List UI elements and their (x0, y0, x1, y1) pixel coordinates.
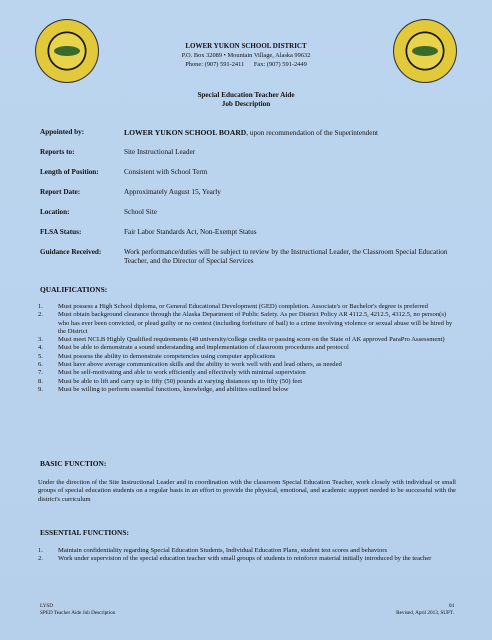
list-item (38, 353, 458, 361)
document-title (0, 91, 492, 109)
district-contact (0, 60, 492, 69)
item-text: Must have above average communication skills and the ability to work well with and lead others, as needed (58, 361, 342, 369)
info-value: Consistent with School Term (124, 168, 208, 176)
item-text: Must be able to demonstrate a sound understanding and implementation of classroom procedures and protocol (58, 344, 349, 352)
list-item (38, 303, 458, 311)
appointing-body: LOWER YUKON SCHOOL BOARD (124, 128, 247, 137)
info-label: Length of Position: (40, 168, 99, 176)
item-text: Maintain confidentiality regarding Special Education Students, Individual Education Plans, student test scores and behaviors (58, 547, 388, 554)
item-number: 1. (38, 547, 43, 554)
info-row (40, 248, 460, 268)
item-number: 8. (38, 377, 43, 385)
item-number: 9. (38, 385, 43, 393)
item-text: Must be self-motivating and able to work efficiently and effectively with minimal supervision (58, 369, 306, 377)
letterhead (0, 42, 492, 69)
basic-function-text: Under the direction of the Site Instructional Leader and in coordination with the classroom Special Education Teacher, work closely with individual or small groups of special education students on a regular basis in an effort to provide the physical, emotional, and academic support needed to be successful with the district's curriculum (38, 479, 456, 503)
info-label: Guidance Received: (40, 248, 102, 256)
info-row (40, 208, 460, 228)
info-row (40, 148, 460, 168)
info-row (40, 128, 460, 148)
list-item (38, 378, 458, 386)
info-value: School Site (124, 208, 157, 216)
info-value: Site Instructional Leader (124, 148, 196, 156)
item-number: 3. (38, 336, 43, 344)
title-line-1: Special Education Teacher Aide (197, 91, 295, 99)
item-text: Must meet NCLB Highly Qualified requirements (48 university/college credits or passing score on the State of AK approved ParaPro Assessment) (58, 336, 445, 344)
footer-right (372, 603, 454, 616)
phone: Phone: (907) 591-2411 (185, 61, 245, 68)
footer-revision: Revised, April 2013, SUPT. (396, 609, 454, 616)
info-row (40, 168, 460, 188)
info-row (40, 228, 460, 248)
list-item (38, 311, 458, 336)
item-number: 5. (38, 352, 43, 360)
essential-functions-heading: ESSENTIAL FUNCTIONS: (40, 528, 129, 537)
item-text: Must possess a High School diploma, or General Educational Development (GED) completion. Associate's or Bachelor's degree is preferred (58, 303, 428, 310)
item-number: 1. (38, 303, 43, 310)
item-number: 4. (38, 344, 43, 352)
item-number: 2. (38, 555, 43, 563)
footer-doc-title: SPED Teacher Aide Job Description (40, 609, 116, 616)
list-item (38, 369, 458, 377)
info-label: FLSA Status: (40, 228, 82, 236)
essential-functions-list (38, 547, 458, 564)
district-name: LOWER YUKON SCHOOL DISTRICT (185, 42, 307, 50)
district-address: P.O. Box 32089 • Mountain Village, Alaska 99632 (181, 52, 311, 59)
info-value-text: , upon recommendation of the Superintendent (246, 129, 379, 137)
qualifications-heading: QUALIFICATIONS: (40, 285, 108, 294)
list-item (38, 336, 458, 344)
info-value: Approximately August 15, Yearly (124, 188, 221, 196)
footer-left (40, 603, 115, 616)
item-text: Must obtain background clearance through the Alaska Department of Public Safety. As per District Policy AR 4112.5, 4212.5, 4312.5, no person(s) who has ever been convicted, or plead guilty or no contest (including forfeiture of bail) to a crime involving violence or sexual abuse will be hired by the District (58, 311, 453, 335)
list-item (38, 344, 458, 352)
info-label: Report Date: (40, 188, 81, 196)
footer-org: LYSD (40, 603, 54, 609)
item-text: Must be willing to perform essential functions, knowledge, and abilities outlined below (58, 385, 289, 393)
info-label: Location: (40, 208, 70, 216)
info-label: Reports to: (40, 148, 75, 156)
info-value (124, 128, 469, 138)
list-item (38, 386, 458, 394)
info-label: Appointed by: (40, 128, 85, 136)
list-item (38, 361, 458, 369)
title-line-2: Job Description (221, 100, 271, 108)
item-number: 7. (38, 369, 43, 377)
position-info (40, 128, 460, 268)
item-number: 6. (38, 361, 43, 369)
info-value: Fair Labor Standards Act, Non-Exempt Status (124, 228, 257, 236)
footer-page-number: 04 (448, 603, 454, 609)
list-item (38, 555, 458, 563)
item-text: Must possess the ability to demonstrate competencies using computer applications (58, 352, 276, 360)
info-value: Work performance/duties will be subject to review by the Instructional Leader, the Classroom Special Education Teacher, and the Director of Special Services (124, 248, 448, 265)
fax: Fax: (907) 591-2449 (253, 61, 307, 68)
list-item (38, 547, 458, 555)
item-text: Must be able to lift and carry up to fifty (50) pounds at varying distances up to fifty (50) feet (58, 377, 303, 385)
qualifications-list (38, 303, 458, 394)
info-row (40, 188, 460, 208)
basic-function-heading: BASIC FUNCTION: (40, 459, 107, 468)
item-text: Work under supervision of the special education teacher with small groups of students to reinforce material initially introduced by the teacher (58, 555, 432, 563)
item-number: 2. (38, 311, 43, 319)
